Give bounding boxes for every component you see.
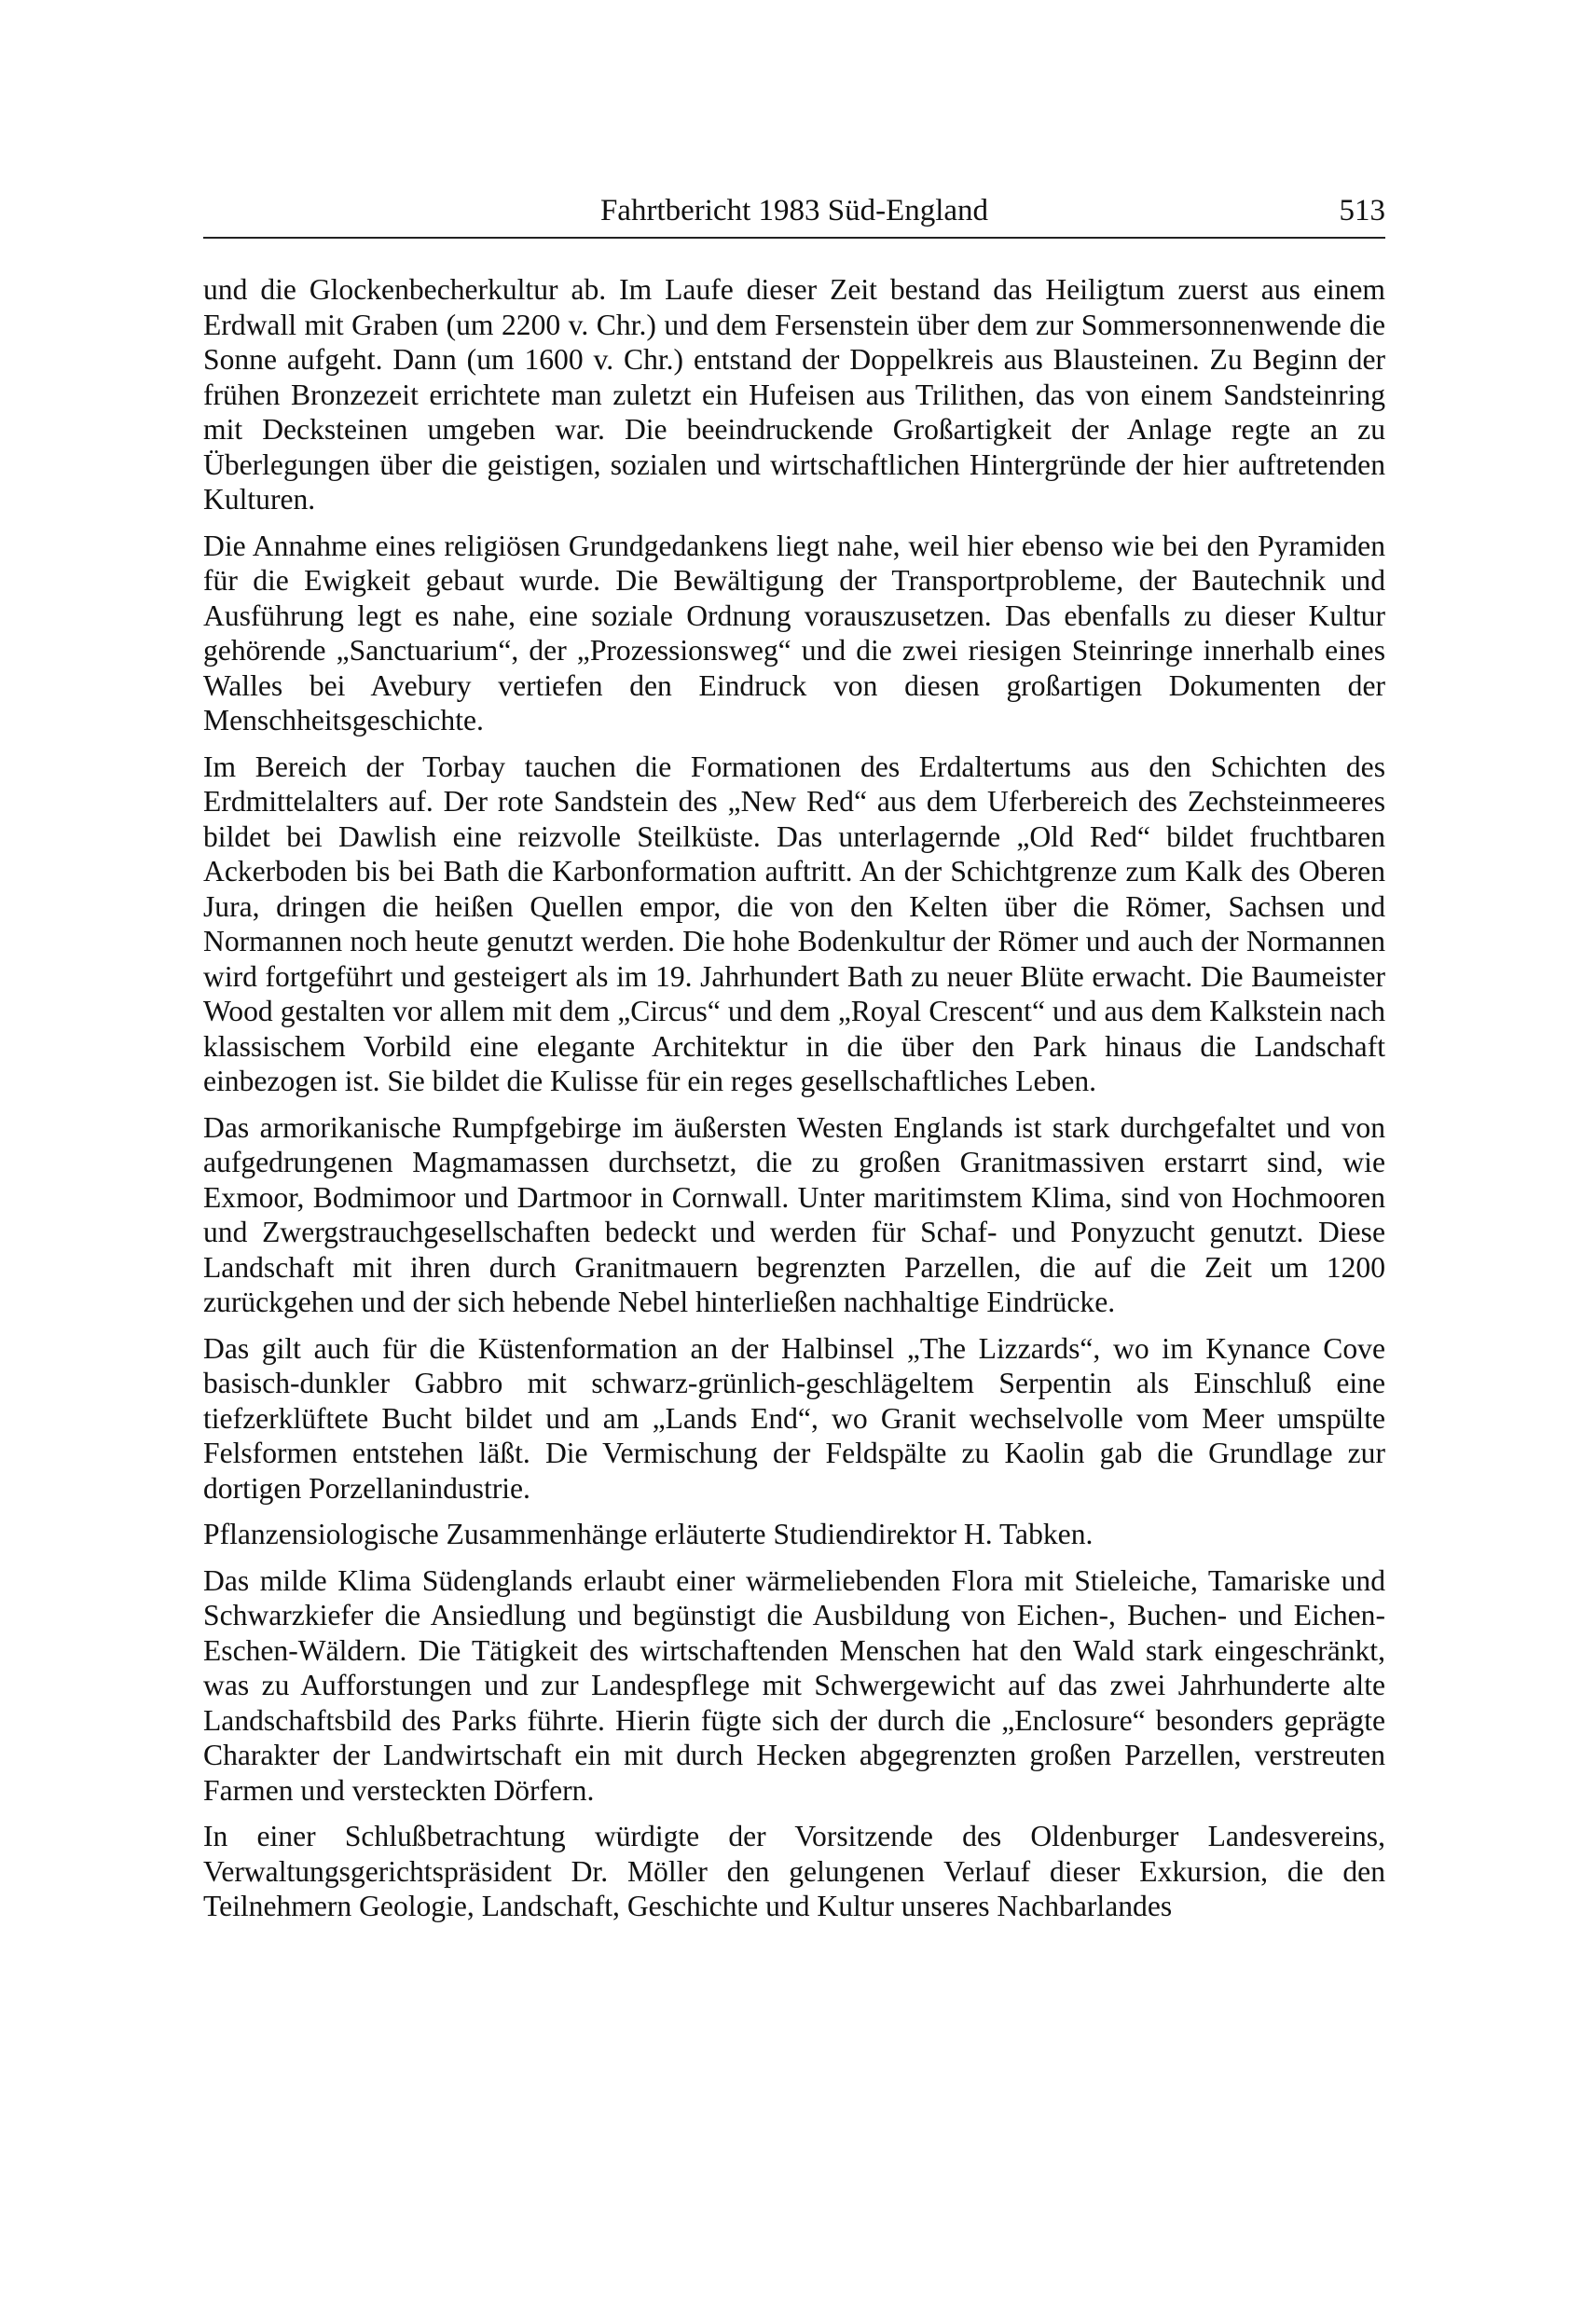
paragraph-torbay-geology: Im Bereich der Torbay tauchen die Formationen des Erdaltertums aus den Schichten des Erdmittelalters auf. Der rote Sandstein des „New Red“ aus dem Uferbereich des Zechsteinmeeres bildet bei Dawlish eine reizvolle Steilküste. Das unterlagernde „Old Red“ bildet fruchtbaren Ackerboden bis bei Bath die Karbonformation auftritt. An der Schichtgrenze zum Kalk des Oberen Jura, dringen die heißen Quellen empor, die von den Kelten über die Römer, Sachsen und Normannen noch heute genutzt werden. Die hohe Bodenkultur der Römer und auch der Normannen wird fortgeführt und gesteigert als im 19. Jahrhundert Bath zu neuer Blüte erwacht. Die Baumeister Wood gestalten vor allem mit dem „Circus“ und dem „Royal Crescent“ und aus dem Kalkstein nach klassischem Vorbild eine elegante Architektur in die über den Park hinaus die Landschaft einbezogen ist. Sie bildet die Kulisse für ein reges gesellschaftliches Leben. [203, 750, 1385, 1097]
running-title: Fahrtbericht 1983 Süd-England [599, 194, 989, 227]
paragraph-conclusion: In einer Schlußbetrachtung würdigte der Vorsitzende des Oldenburger Landesvereins, Verwaltungsgerichtspräsident Dr. Möller den gelungenen Verlauf dieser Exkursion, die den Teilnehmern Geologie, Landschaft, Geschichte und Kultur unseres Nachbarlandes [203, 1820, 1385, 1922]
body-text [203, 272, 1385, 1924]
paragraph-plant-sociology: Pflanzensiologische Zusammenhänge erläuterte Studiendirektor H. Tabken. [203, 1518, 1094, 1550]
paragraph-religious-idea: Die Annahme eines religiösen Grundgedankens liegt nahe, weil hier ebenso wie bei den Pyramiden für die Ewigkeit gebaut wurde. Die Bewältigung der Transportprobleme, der Bautechnik und Ausführung legt es nahe, eine soziale Ordnung vorauszusetzen. Das ebenfalls zu dieser Kultur gehörende „Sanctuarium“, der „Prozessionsweg“ und die zwei riesigen Steinringe innerhalb eines Walles bei Avebury vertiefen den Eindruck von diesen großartigen Dokumenten der Menschheitsgeschichte. [203, 529, 1385, 736]
paragraph-stonehenge-history: und die Glockenbecherkultur ab. Im Laufe dieser Zeit bestand das Heiligtum zuerst aus einem Erdwall mit Graben (um 2200 v. Chr.) und dem Fersenstein über dem zur Sommersonnenwende die Sonne aufgeht. Dann (um 1600 v. Chr.) entstand der Doppelkreis aus Blausteinen. Zu Beginn der frühen Bronzezeit errichtete man zuletzt ein Hufeisen aus Trilithen, das von einem Sandsteinring mit Decksteinen umgeben war. Die beeindruckende Großartigkeit der Anlage regte an zu Überlegungen über die geistigen, sozialen und wirtschaftlichen Hintergründe der hier auftretenden Kulturen. [203, 273, 1385, 516]
book-page [203, 190, 1385, 1935]
running-header [203, 190, 1385, 239]
page-number: 513 [1339, 194, 1385, 227]
paragraph-climate-flora: Das milde Klima Südenglands erlaubt einer wärmeliebenden Flora mit Stieleiche, Tamariske und Schwarzkiefer die Ansiedlung und begünstigt die Ausbildung von Eichen-, Buchen- und Eichen-Eschen-Wäldern. Die Tätigkeit des wirtschaftenden Menschen hat den Wald stark eingeschränkt, was zu Aufforstungen und zur Landespflege mit Schwergewicht auf das zwei Jahrhunderte alte Landschaftsbild des Parks führte. Hierin fügte sich der durch die „Enclosure“ besonders geprägte Charakter der Landwirtschaft ein mit durch Hecken abgegrenzten großen Parzellen, verstreuten Farmen und versteckten Dörfern. [203, 1563, 1385, 1807]
paragraph-lizard-coast: Das gilt auch für die Küstenformation an der Halbinsel „The Lizzards“, wo im Kynance Cove basisch-dunkler Gabbro mit schwarz-grünlich-geschlägeltem Serpentin als Einschluß eine tiefzerklüftete Bucht bildet und am „Lands End“, wo Granit wechselvolle vom Meer umspülte Felsformen entstehen läßt. Die Vermischung der Feldspälte zu Kaolin gab die Grundlage zur dortigen Porzellanindustrie. [203, 1331, 1385, 1505]
paragraph-armorican-massif: Das armorikanische Rumpfgebirge im äußersten Westen Englands ist stark durchgefaltet und von aufgedrungenen Magmamassen durchsetzt, die zu großen Granitmassiven erstarrt sind, wie Exmoor, Bodmimoor und Dartmoor in Cornwall. Unter maritimstem Klima, sind von Hochmooren und Zwergstrauchgesellschaften bedeckt und werden für Schaf- und Ponyzucht genutzt. Diese Landschaft mit ihren durch Granitmauern begrenzten Parzellen, die auf die Zeit um 1200 zurückgehen und der sich hebende Nebel hinterließen nachhaltige Eindrücke. [203, 1110, 1385, 1318]
